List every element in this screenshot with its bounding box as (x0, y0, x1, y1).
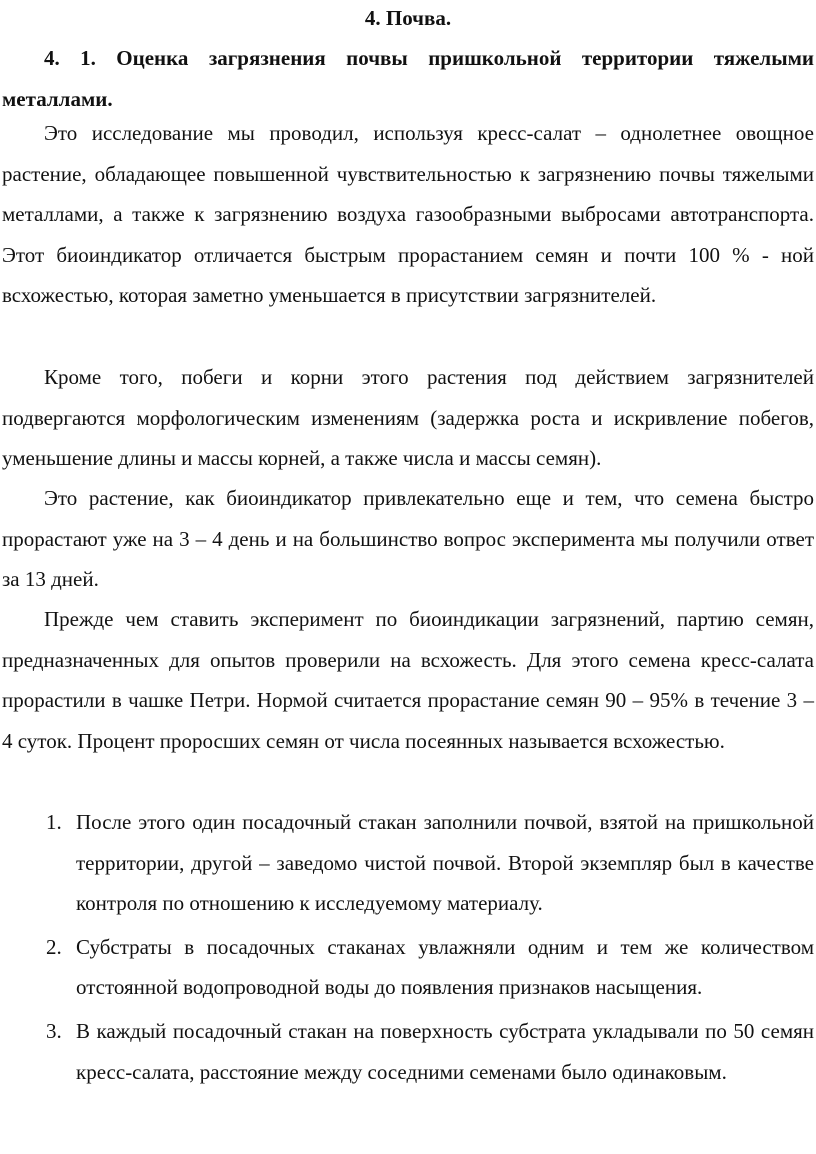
list-item-text: Субстраты в посадочных стаканах увлажняли одним и тем же количеством отстоянной водопроводной воды до появления признаков насыщения. (76, 934, 814, 1000)
list-item-text: После этого один посадочный стакан заполнили почвой, взятой на пришкольной территории, другой – заведомо чистой почвой. Второй экземпляр был в качестве контроля по отношению к исследуемому материалу. (76, 810, 814, 916)
paragraph-1: Это исследование мы проводил, используя кресс-салат – однолетнее овощное растение, обладающее повышенной чувствительностью к загрязнению почвы тяжелыми металлами, а также к загрязнению воздуха газообразными выбросами автотранспорта. Этот биоиндикатор отличается быстрым прорастанием семян и почти 100 % - ной всхожестью, которая заметно уменьшается в присутствии загрязнителей. (2, 121, 814, 308)
numbered-steps-list (0, 802, 814, 1095)
list-item-text: В каждый посадочный стакан на поверхность субстрата укладывали по 50 семян кресс-салата, расстояние между соседними семенами было одинаковым. (76, 1018, 814, 1084)
paragraph-4: Прежде чем ставить эксперимент по биоиндикации загрязнений, партию семян, предназначенных для опытов проверили на всхожесть. Для этого семена кресс-салата прорастили в чашке Петри. Нормой считается прорастание семян 90 – 95% в течение 3 – 4 суток. Процент проросших семян от числа посеянных называется всхожестью. (2, 607, 814, 753)
list-item (0, 1011, 814, 1092)
list-item (0, 802, 814, 924)
paragraph-3: Это растение, как биоиндикатор привлекательно еще и тем, что семена быстро прорастают уже на 3 – 4 день и на большинство вопрос эксперимента мы получили ответ за 13 дней. (2, 486, 814, 592)
paragraph-2: Кроме того, побеги и корни этого растения под действием загрязнителей подвергаются морфологическим изменениям (задержка роста и искривление побегов, уменьшение длины и массы корней, а также числа и массы семян). (2, 365, 814, 471)
list-item-number: 2. (46, 934, 62, 959)
list-item (0, 927, 814, 1008)
section-heading: 4. 1. Оценка загрязнения почвы пришкольной территории тяжелыми металлами. (2, 46, 814, 111)
document-title: 4. Почва. (364, 6, 452, 30)
list-item-number: 3. (46, 1018, 62, 1043)
list-item-number: 1. (46, 810, 62, 834)
